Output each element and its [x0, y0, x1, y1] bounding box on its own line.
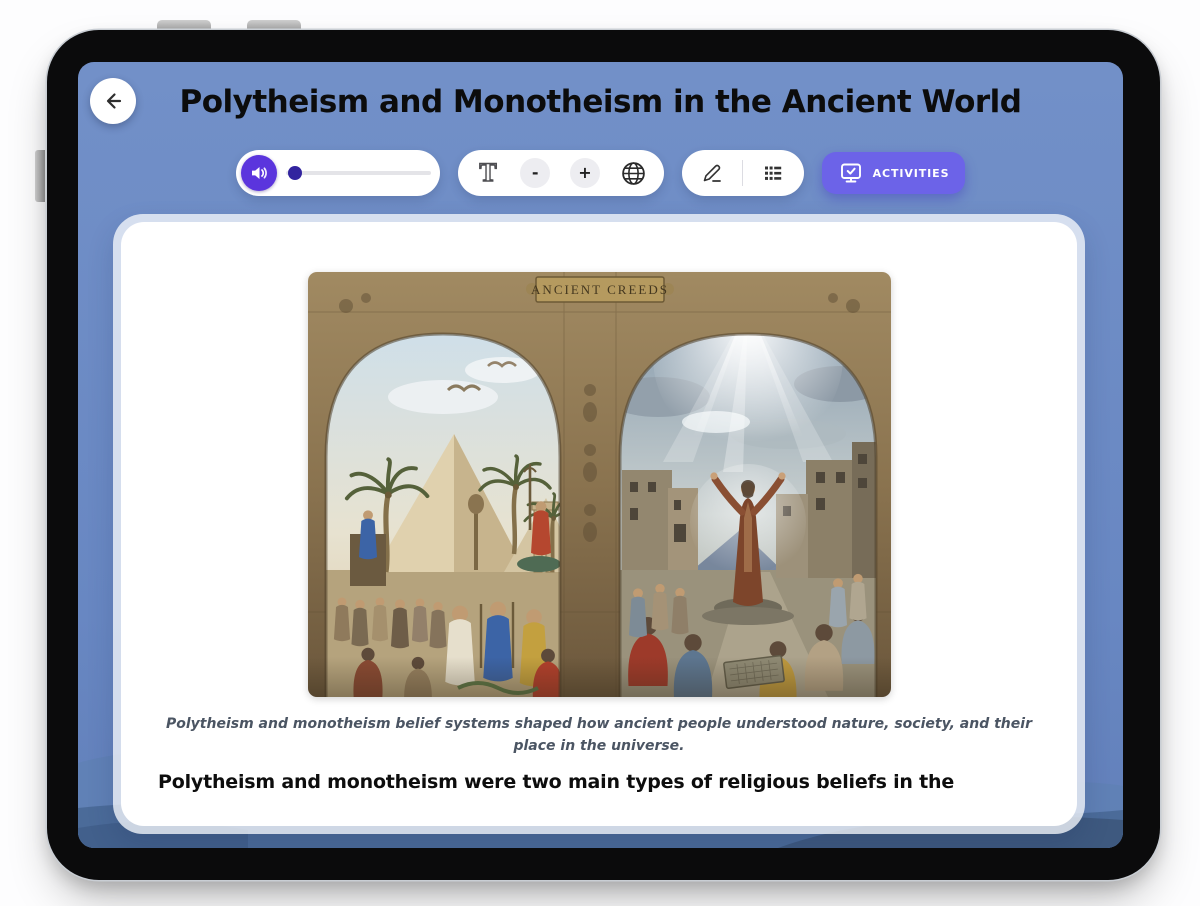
list-icon — [761, 161, 785, 185]
svg-text:T: T — [478, 159, 497, 187]
monitor-check-icon — [838, 160, 864, 186]
tablet-side-button — [35, 150, 45, 202]
activities-label: ACTIVITIES — [872, 166, 950, 180]
page-title: Polytheism and Monotheism in the Ancient World — [179, 84, 1022, 120]
content-card — [121, 222, 1077, 826]
audio-progress-slider[interactable] — [286, 166, 431, 180]
toolbar — [78, 150, 1123, 196]
image-caption: Polytheism and monotheism belief systems shaped how ancient people understood nature, society, and their place in the universe. — [166, 716, 1032, 755]
slider-thumb[interactable] — [288, 166, 302, 180]
draw-button[interactable] — [700, 161, 724, 185]
plaque-label: ANCIENT CREEDS — [530, 282, 669, 297]
lesson-image — [308, 272, 891, 697]
tablet-bezel — [47, 30, 1160, 880]
letter-t-icon — [475, 159, 501, 187]
list-button[interactable] — [761, 161, 785, 185]
pencil-icon — [700, 161, 724, 185]
polytheism-scene — [326, 332, 582, 697]
globe-icon — [620, 160, 647, 187]
audio-control-pill — [236, 150, 440, 196]
increase-font-button[interactable]: + — [570, 158, 600, 188]
content-card-frame — [113, 214, 1085, 834]
decrease-font-button[interactable]: - — [520, 158, 550, 188]
text-size-pill — [458, 150, 664, 196]
annotate-pill — [682, 150, 804, 196]
app-screen — [78, 62, 1123, 848]
plaque — [526, 277, 674, 302]
lesson-paragraph: Polytheism and monotheism were two main types of religious beliefs in the — [158, 770, 955, 793]
toolbar-divider — [742, 160, 743, 186]
activities-button[interactable] — [822, 152, 966, 194]
speaker-icon — [248, 162, 270, 184]
slider-track — [286, 171, 431, 175]
translate-button[interactable] — [620, 160, 647, 187]
read-aloud-button[interactable] — [241, 155, 277, 191]
